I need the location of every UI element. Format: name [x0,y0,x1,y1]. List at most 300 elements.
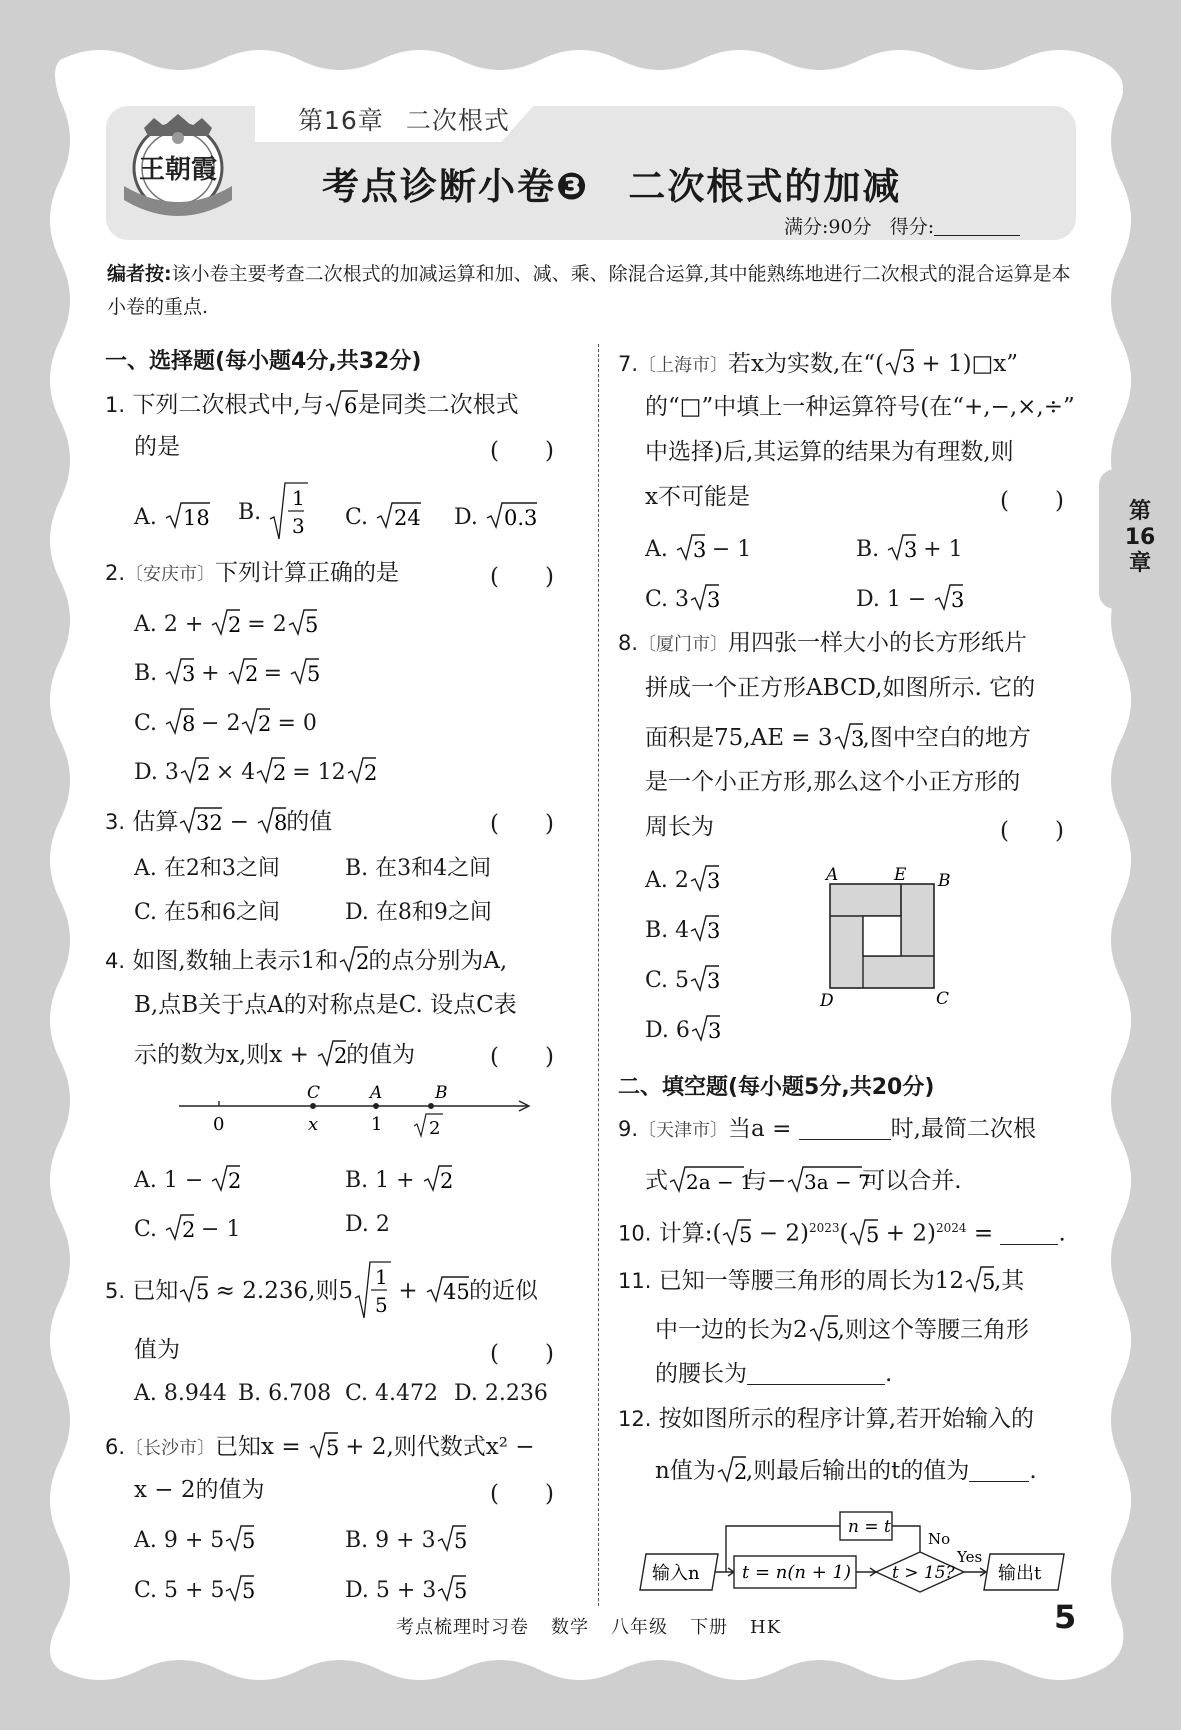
q4-option-a[interactable] [134,1163,240,1193]
fraction-denominator: 3 [292,514,305,538]
q5-plus: + [391,1278,425,1304]
label-A: A [370,1083,383,1103]
editor-note-text: 该小卷主要考查二次根式的加减运算和加、减、乘、除混合运算,其中能熟练地进行二次根式的混合运算是本小卷的重点. [107,263,1071,318]
q8-option-a[interactable] [645,863,719,893]
q2-option-d[interactable] [134,755,376,785]
sqrt-symbol [338,944,368,974]
q9-text-d: 与− [744,1168,787,1194]
q2-option-b[interactable] [134,656,319,686]
q7-text-a: 若x为实数,在“( [728,351,885,377]
q8-text-b: 面积是75,AE = 3 [645,725,833,751]
score-line [784,212,1020,239]
flow-no-label: No [928,1530,951,1548]
point-C [310,1103,316,1109]
label-x: x [308,1114,319,1135]
radicand: 2 [363,761,378,785]
q8-option-b[interactable] [645,913,719,943]
option-text: A. 2 [645,868,689,893]
radicand: 45 [442,1280,470,1304]
option-text: C. 5 [645,968,690,993]
label-C: C [936,989,950,1009]
label-A: A [826,865,839,885]
label-B: B [435,1083,448,1103]
sqrt-symbol [721,1217,751,1247]
q3-text-b: 的值 [286,809,333,835]
radicand: 2a − 1 [686,1170,753,1194]
answer-blank-q12[interactable] [969,1459,1029,1482]
chapter-name: 二次根式 [405,106,510,135]
question-number: 6. [105,1435,126,1459]
section-fill-title: 二、填空题(每小题5分,共20分) [618,1075,935,1100]
q10-text-e: = [966,1220,1001,1247]
flow-yes-label: Yes [957,1548,983,1566]
sqrt-symbol [689,963,719,993]
exponent: 2024 [935,1221,967,1235]
answer-blank-q10[interactable] [1000,1222,1058,1245]
sqrt-symbol [786,1164,872,1194]
radicand: 2 [439,1169,453,1193]
sqrt-symbol [884,347,914,377]
q2-option-a[interactable] [134,607,317,637]
column-divider [598,344,599,1606]
q11-text-a: 已知一等腰三角形的周长为12 [658,1268,964,1294]
sqrt-symbol [833,721,863,751]
source-city: 〔安庆市〕 [125,564,216,585]
q10-text-a: 计算:( [658,1220,722,1247]
side-tab-line1: 第 [1128,499,1151,524]
question-number: 2. [105,561,126,585]
sqrt-fraction [268,481,308,541]
q10-text-b: − 2) [751,1220,809,1247]
option-text: B. 9 + 3 [345,1528,436,1553]
sqrt-symbol [716,1454,746,1484]
sqrt-symbol [178,1274,208,1304]
radicand: 0.3 [503,506,538,530]
radicand: 18 [182,506,210,530]
sqrt-symbol [422,1163,452,1193]
fraction-denominator: 5 [375,1293,388,1317]
flow-decision-label: t > 15? [892,1563,955,1583]
q6-text-a: 已知x = [215,1434,308,1460]
q8-text-a: 用四张一样大小的长方形纸片 [728,630,1028,656]
option-text: D. 6 [645,1018,690,1043]
sqrt-symbol [178,805,222,835]
sqrt-fraction [353,1260,391,1320]
sqrt-symbol [690,1013,720,1043]
sqrt-symbol [164,656,194,686]
option-text: A. [645,537,675,562]
answer-paren-q3[interactable]: ( ) [490,811,554,837]
flow-input-label: 输入n [652,1563,700,1584]
flow-assign-label: n = t [848,1517,891,1537]
radicand: 5 [453,1529,467,1553]
question-8-line3 [645,721,1031,753]
radicand: 2 [733,1460,748,1484]
option-text: + [194,661,227,686]
q9-text-b: 时,最简二次根 [890,1116,1036,1142]
question-number: 5. [105,1279,126,1303]
q7-option-c[interactable] [645,582,719,612]
answer-paren-q8[interactable]: ( ) [1000,818,1064,844]
question-3-line1 [105,805,332,837]
question-5-line1 [105,1265,538,1320]
label-sqrt2: 2 [429,1118,441,1139]
option-text: − 1 [194,1217,241,1242]
q9-text-a: 当a = [728,1116,799,1142]
label-one: 1 [371,1114,383,1135]
sqrt-symbol [675,532,705,562]
question-number: 4. [105,949,126,973]
q1-option-d[interactable] [454,500,537,530]
full-score: 满分:90分 [784,216,872,238]
option-text: C. 5 + 5 [134,1578,225,1603]
option-text: B. [134,661,165,686]
option-text: C. 3 [645,587,690,612]
editor-note [107,258,1075,324]
page-number: 5 [1054,1598,1077,1636]
answer-paren-q2[interactable]: ( ) [490,564,554,590]
footer-edition: HK [750,1617,782,1638]
q11-text-c: 中一边的长为2 [655,1317,808,1343]
sqrt-symbol [689,913,719,943]
question-11-line3 [655,1359,892,1389]
q3-option-b[interactable]: B. 在3和4之间 [345,856,492,881]
option-text: C. [134,711,165,736]
radicand: 5 [325,1436,340,1460]
q9-text-e: 可以合并. [862,1168,962,1194]
q5-option-a[interactable]: A. 8.944 [134,1381,227,1406]
label-C: C [307,1083,321,1103]
option-text: D. 3 [134,760,179,785]
question-1-line1 [105,388,519,420]
q10-text-c: ( [839,1220,849,1247]
q1-option-a[interactable] [134,500,210,530]
q11-text-d: ,则这个等腰三角形 [837,1317,1029,1343]
flow-output-label: 输出t [998,1563,1042,1584]
sqrt-symbol [933,582,963,612]
option-text: = 0 [270,711,317,736]
q11-text-e: 的腰长为 [655,1361,747,1387]
option-letter: D. [454,505,478,530]
q5-option-b[interactable]: B. 6.708 [238,1381,332,1406]
q2-option-c[interactable] [134,706,317,736]
flow-calc-label: t = n(n + 1) [742,1562,851,1583]
sqrt-symbol [425,1274,469,1304]
q6-option-d[interactable] [345,1573,466,1603]
footer-series: 考点梳理时习卷 [396,1617,529,1638]
question-number: 7. [618,352,639,376]
q6-option-c[interactable] [134,1573,254,1603]
q1-option-c[interactable] [345,500,421,530]
source-city: 〔长沙市〕 [125,1438,216,1459]
radicand: 3 [692,538,707,562]
sqrt-symbol [210,1163,240,1193]
sqrt-symbol [316,1038,346,1068]
footer-grade: 八年级 [611,1617,668,1638]
question-number: 12. [618,1407,652,1431]
question-2-line1 [105,558,399,590]
q3-minus: − [222,809,257,835]
option-text: = [256,661,289,686]
radicand: 3 [850,727,864,751]
q12-period: . [1029,1458,1037,1484]
q6-text-b: + 2,则代数式x² − [337,1434,535,1460]
sqrt-symbol [164,706,194,736]
radicand: 5 [304,613,319,637]
answer-blank-q9[interactable] [799,1117,891,1140]
option-text: A. 1 − [134,1168,211,1193]
question-12-line1 [618,1404,1034,1434]
option-text: B. [856,537,887,562]
q7-option-a[interactable] [645,532,751,562]
q5-text-b: ≈ 2.236,则5 [208,1278,354,1304]
source-city: 〔上海市〕 [638,355,729,376]
label-zero: 0 [213,1114,225,1135]
q4-text-c: 示的数为x,则x + [134,1042,317,1068]
option-text: B. 4 [645,918,690,943]
option-text: = 2 [240,612,287,637]
answer-blank-q11[interactable] [747,1362,885,1385]
radicand: 2 [334,1044,348,1068]
question-number: 10. [618,1221,652,1246]
q12-text-b: n值为 [655,1458,716,1484]
q3-option-a[interactable]: A. 在2和3之间 [134,856,280,881]
q3-option-d[interactable]: D. 在8和9之间 [345,900,492,925]
q9-text-c: 式 [645,1168,668,1194]
label-E: E [894,865,907,885]
radicand: 5 [307,662,321,686]
option-text: D. 1 − [856,587,934,612]
radicand: 5 [242,1579,256,1603]
q8-option-d[interactable] [645,1013,720,1043]
option-letter: B. [238,500,262,525]
score-blank[interactable] [934,217,1020,236]
label-B: B [938,871,951,891]
logo-text: 王朝霞 [138,155,218,185]
side-tab-line2: 16 [1124,525,1156,550]
option-text: C. [134,1217,165,1242]
sqrt-symbol [886,532,916,562]
question-8-line5: 周长为 [645,814,714,840]
sqrt-symbol [308,1430,338,1460]
question-1-line2: 的是 [134,434,180,460]
sqrt-symbol [689,582,719,612]
radicand: 5 [242,1529,256,1553]
radicand: 3 [951,588,965,612]
radicand: 3 [707,588,721,612]
sqrt-symbol [287,607,317,637]
q5-text-a: 已知 [132,1278,179,1304]
sqrt-symbol [436,1573,466,1603]
q5-option-c[interactable]: C. 4.472 [345,1381,439,1406]
option-text: − 2 [194,711,241,736]
q5-text-c: 的近似 [468,1278,538,1304]
q3-text-a: 估算 [132,809,179,835]
q4-text-a: 如图,数轴上表示1和 [132,948,339,974]
paper-title: 考点诊断小卷❸ 二次根式的加减 [322,165,902,208]
option-text: A. 9 + 5 [134,1528,225,1553]
source-city: 〔厦门市〕 [638,634,729,655]
publisher-logo [114,108,242,226]
radicand: 3 [182,662,196,686]
option-text: + 1 [916,537,963,562]
radicand: 24 [394,506,421,530]
footer-volume: 下册 [690,1617,728,1638]
radicand: 2 [196,761,211,785]
q8-option-c[interactable] [645,963,719,993]
point-A [373,1103,379,1109]
sqrt-symbol [255,755,285,785]
radicand: 2 [356,950,370,974]
q10-period: . [1058,1220,1066,1247]
question-11-line1 [618,1264,1024,1296]
sqrt-symbol [289,656,319,686]
side-tab-line3: 章 [1128,551,1151,576]
answer-paren-q7[interactable]: ( ) [1000,488,1064,514]
score-label: 得分: [889,216,935,238]
q7-option-d[interactable] [856,582,963,612]
q4-option-d[interactable]: D. 2 [345,1212,390,1237]
radicand: 2 [182,1218,196,1242]
q3-option-c[interactable]: C. 在5和6之间 [134,900,281,925]
radicand: 2 [228,613,242,637]
radicand: 2 [273,761,287,785]
answer-paren-q5[interactable]: ( ) [490,1341,554,1367]
radicand: 5 [454,1579,468,1603]
q4-option-b[interactable] [345,1163,452,1193]
answer-paren-q4[interactable]: ( ) [490,1044,554,1070]
q11-text-b: ,其 [994,1268,1025,1294]
q4-text-d: 的值为 [346,1042,416,1068]
sqrt-symbol [256,805,286,835]
sqrt-symbol [179,755,209,785]
chapter-number: 第16章 [298,106,384,135]
fraction-numerator: 1 [292,486,305,510]
sqrt-symbol [689,863,719,893]
question-8-line2: 拼成一个正方形ABCD,如图所示. 它的 [645,675,1036,701]
q1-text-a: 下列二次根式中,与 [132,392,324,418]
q5-option-d[interactable]: D. 2.236 [454,1381,548,1406]
sqrt-symbol [164,1212,194,1242]
question-number: 8. [618,631,639,655]
question-7-line3: 中选择)后,其运算的结果为有理数,则 [645,439,1014,465]
sqrt-symbol [436,1523,466,1553]
sqrt-symbol [964,1264,994,1294]
radicand: 3 [902,353,916,377]
number-line-figure [175,1084,535,1140]
question-4-line1 [105,944,507,976]
radicand: 2 [228,1169,242,1193]
q12-text-a: 按如图所示的程序计算,若开始输入的 [658,1406,1035,1432]
question-4-line3 [134,1038,415,1070]
radicand: 5 [825,1319,840,1343]
option-letter: C. [345,505,369,530]
option-text: = 12 [285,760,346,785]
question-number: 9. [618,1117,639,1141]
fraction-numerator: 1 [375,1265,388,1289]
q7-option-b[interactable] [856,532,963,562]
answer-paren-q6[interactable]: ( ) [490,1481,554,1507]
footer [396,1613,803,1639]
radicand: 3 [707,969,721,993]
sqrt-symbol [668,1164,753,1194]
option-text: A. 2 + [134,612,211,637]
sqrt-symbol [224,1573,254,1603]
sqrt-symbol [375,500,421,530]
side-chapter-tab [1099,469,1181,609]
question-7-line4: x不可能是 [645,484,750,510]
radicand: 2 [258,712,272,736]
radicand: 5 [196,1280,210,1304]
question-7-line2: 的“□”中填上一种运算符号(在“+,−,×,÷” [645,394,1075,420]
q10-text-d: + 2) [878,1220,936,1247]
point-B [428,1103,434,1109]
question-4-line2: B,点B关于点A的对称点是C. 设点C表 [134,992,517,1018]
question-6-line1 [105,1430,535,1464]
sqrt-symbol [808,1313,838,1343]
radicand: 5 [739,1222,753,1247]
radicand: 3 [904,538,918,562]
section-choice-title: 一、选择题(每小题4分,共32分) [105,349,422,374]
q4-option-c[interactable] [134,1212,240,1242]
question-number: 3. [105,810,126,834]
question-11-line2 [655,1313,1029,1345]
sqrt-symbol [485,500,537,530]
q12-text-c: ,则最后输出的t的值为 [745,1458,970,1484]
sqrt-symbol [227,656,257,686]
question-5-line2: 值为 [134,1337,180,1363]
q11-period: . [885,1361,893,1387]
q6-option-b[interactable] [345,1523,466,1553]
q1-text-b: 是同类二次根式 [357,392,519,418]
radicand: 8 [274,811,288,835]
radicand: 6 [343,394,358,418]
q1-option-b[interactable] [238,486,308,541]
footer-subject: 数学 [551,1617,589,1638]
radicand: 3 [707,919,721,943]
flowchart-figure [636,1500,1076,1600]
radicand: 3a − 7 [804,1170,872,1194]
sqrt-symbol [240,706,270,736]
q8-text-c: ,图中空白的地方 [862,725,1031,751]
q6-option-a[interactable] [134,1523,254,1553]
question-number: 1. [105,393,126,417]
question-8-line1 [618,628,1027,660]
question-7-line1 [618,347,1018,381]
q2-stem: 下列计算正确的是 [215,560,400,586]
question-9-line1 [618,1114,1036,1146]
sqrt-symbol [324,388,358,418]
radicand: 32 [196,811,224,835]
radicand: 5 [866,1222,880,1247]
question-6-line2: x − 2的值为 [134,1477,265,1503]
radicand: 5 [982,1270,996,1294]
sqrt-symbol [224,1523,254,1553]
answer-paren-q1[interactable]: ( ) [490,438,554,464]
radicand: 3 [707,1019,722,1043]
q7-text-b: + 1)□x” [914,351,1019,377]
sqrt-symbol [164,500,210,530]
sqrt-symbol [346,755,376,785]
exponent: 2023 [808,1221,840,1235]
question-number: 11. [618,1269,652,1293]
question-8-line4: 是一个小正方形,那么这个小正方形的 [645,769,1021,795]
chapter-label [298,101,532,137]
radicand: 3 [706,869,721,893]
editor-note-label: 编者按: [107,263,172,285]
radicand: 8 [182,712,196,736]
question-9-line2 [645,1164,962,1196]
